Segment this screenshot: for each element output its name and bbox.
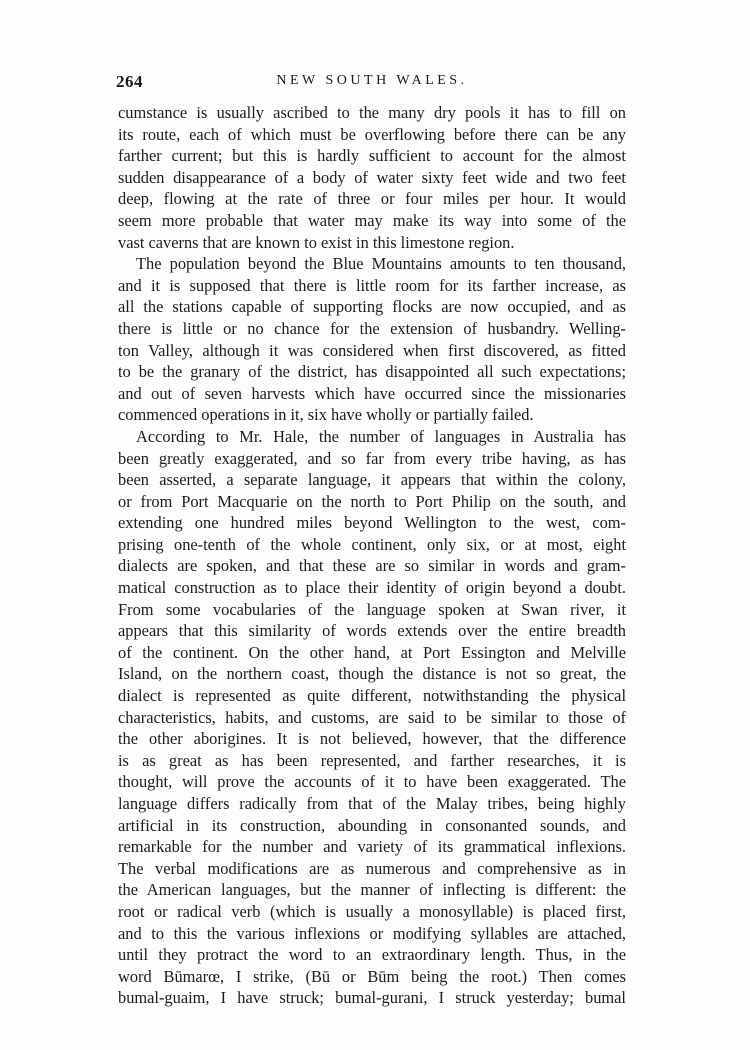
text-line: appears that this similarity of words extends over the entire breadth <box>118 621 626 641</box>
paragraph <box>118 102 626 253</box>
text-line: thought, will prove the accounts of it to have been exaggerated. The <box>118 772 626 792</box>
text-line: characteristics, habits, and customs, are said to be similar to those of <box>118 707 626 727</box>
text-line: remarkable for the number and variety of its grammatical inflexions. <box>118 837 626 857</box>
text-line: of the continent. On the other hand, at Port Essington and Melville <box>118 642 626 662</box>
text-line: dialects are spoken, and that these are so similar in words and gram- <box>118 556 626 576</box>
paragraph <box>118 253 626 426</box>
text-line: and to this the various inflexions or modifying syllables are attached, <box>118 923 626 943</box>
text-line: artificial in its construction, abounding in consonanted sounds, and <box>118 815 626 835</box>
text-line: and it is supposed that there is little room for its farther increase, as <box>118 275 626 295</box>
paragraph <box>118 426 626 1009</box>
text-line: is as great as has been represented, and farther researches, it is <box>118 750 626 770</box>
text-line: From some vocabularies of the language spoken at Swan river, it <box>118 599 626 619</box>
text-line: prising one-tenth of the whole continent, only six, or at most, eight <box>118 534 626 554</box>
text-line: bumal-guaim, I have struck; bumal-gurani, I struck yesterday; bumal <box>118 988 626 1008</box>
text-line: commenced operations in it, six have wholly or partially failed. <box>118 405 534 425</box>
text-line: or from Port Macquarie on the north to Port Philip on the south, and <box>118 491 626 511</box>
text-line: dialect is represented as quite different, notwithstanding the physical <box>118 686 626 706</box>
text-line: matical construction as to place their identity of origin beyond a doubt. <box>118 578 626 598</box>
text-line: there is little or no chance for the extension of husbandry. Welling- <box>118 318 626 338</box>
text-line: the other aborigines. It is not believed, however, that the difference <box>118 729 626 749</box>
text-line: The verbal modifications are as numerous and comprehensive as in <box>118 858 626 878</box>
text-line: language differs radically from that of the Malay tribes, being highly <box>118 794 626 813</box>
text-line: vast caverns that are known to exist in this limestone region. <box>118 232 515 252</box>
text-line: ton Valley, although it was considered when first discovered, as fitted <box>118 340 626 360</box>
text-line: extending one hundred miles beyond Wellington to the west, com- <box>118 513 626 533</box>
text-line: to be the granary of the district, has disappointed all such expectations; <box>118 362 626 382</box>
text-line: root or radical verb (which is usually a monosyllable) is placed first, <box>118 901 626 921</box>
text-line: and out of seven harvests which have occurred since the missionaries <box>118 383 626 403</box>
page-number: 264 <box>116 72 143 91</box>
text-line: the American languages, but the manner of inflecting is different: the <box>118 880 626 900</box>
text-line: until they protract the word to an extraordinary length. Thus, in the <box>118 945 626 965</box>
text-line: The population beyond the Blue Mountains amounts to ten thousand, <box>136 254 626 274</box>
text-line: been greatly exaggerated, and so far from every tribe having, as has <box>118 448 626 468</box>
text-line: farther current; but this is hardly sufficient to account for the almost <box>118 146 626 166</box>
text-line: sudden disappearance of a body of water sixty feet wide and two feet <box>118 167 626 187</box>
text-line: Island, on the northern coast, though the distance is not so great, the <box>118 664 626 684</box>
text-line: its route, each of which must be overflowing before there can be any <box>118 124 626 144</box>
text-line: According to Mr. Hale, the number of languages in Australia has <box>136 426 626 446</box>
text-line: all the stations capable of supporting flocks are now occupied, and as <box>118 297 626 317</box>
body-text <box>118 102 626 1009</box>
text-line: word Būmarœ, I strike, (Bū or Būm being the root.) Then comes <box>118 966 626 986</box>
text-line: deep, flowing at the rate of three or four miles per hour. It would <box>118 189 626 209</box>
text-line: cumstance is usually ascribed to the many dry pools it has to fill on <box>118 103 626 122</box>
text-line: been asserted, a separate language, it appears that within the colony, <box>118 470 626 490</box>
text-line: seem more probable that water may make its way into some of the <box>118 210 626 230</box>
running-title: NEW SOUTH WALES. <box>276 73 468 88</box>
running-head <box>116 72 628 96</box>
